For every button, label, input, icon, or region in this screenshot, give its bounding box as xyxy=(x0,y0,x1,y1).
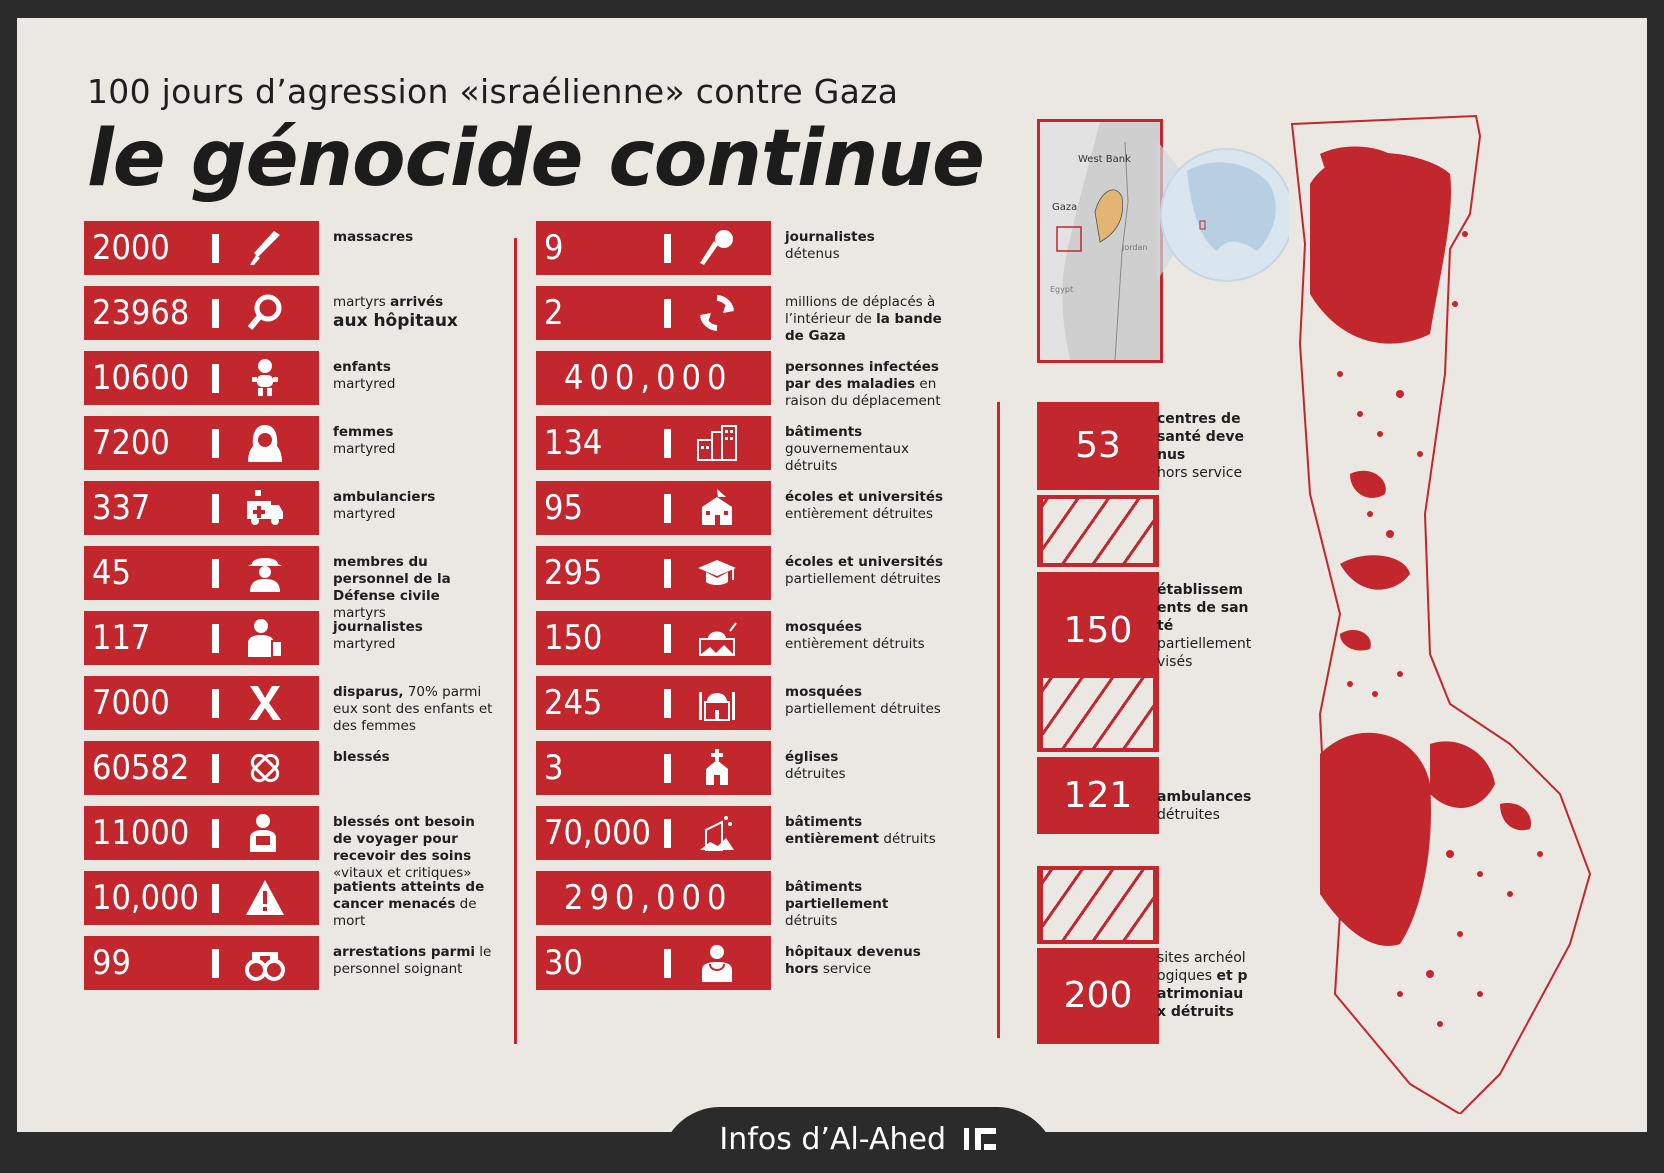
stat-box xyxy=(536,871,771,925)
stat-label: arrestations parmi le personnel soignant xyxy=(333,944,492,977)
stat-separator xyxy=(212,559,219,588)
veiled-woman-icon xyxy=(244,422,286,464)
column-divider xyxy=(997,402,1000,1038)
jordan-label: Jordan xyxy=(1122,243,1148,252)
bandage-icon xyxy=(244,747,286,789)
hatched-spacer xyxy=(1037,674,1159,752)
stat-label: blessés xyxy=(333,749,390,765)
stat-box xyxy=(536,676,771,730)
infographic-canvas xyxy=(17,18,1647,1157)
stat-value: 290,000 xyxy=(564,878,733,918)
brand-name: Infos d’Al-Ahed xyxy=(719,1122,947,1157)
baby-icon xyxy=(244,357,286,399)
stat-value: 295 xyxy=(544,553,603,593)
x-icon xyxy=(244,682,286,724)
stat-label: églises détruites xyxy=(785,749,846,782)
stat-value: 9 xyxy=(544,228,564,268)
stat-separator xyxy=(664,949,671,978)
west-bank-label: West Bank xyxy=(1078,154,1131,165)
stat-separator xyxy=(212,754,219,783)
stat-value: 60582 xyxy=(92,748,190,788)
stat-value: 337 xyxy=(92,488,151,528)
stat-separator xyxy=(664,494,671,523)
stat-block: 150 xyxy=(1037,572,1159,689)
stat-value: 10600 xyxy=(92,358,190,398)
stat-separator xyxy=(212,689,219,718)
stat-box xyxy=(84,221,319,275)
stat-value: 10,000 xyxy=(92,878,199,918)
stat-separator xyxy=(664,299,671,328)
stat-value: 117 xyxy=(92,618,151,658)
stat-box xyxy=(536,546,771,600)
stat-label: établissements de santé partiellement visés xyxy=(1157,582,1252,670)
stat-block: 121 xyxy=(1037,757,1159,834)
stat-box xyxy=(536,806,771,860)
stat-separator xyxy=(664,429,671,458)
stat-separator xyxy=(212,949,219,978)
stat-separator xyxy=(212,429,219,458)
stat-label: hôpitaux devenus hors service xyxy=(785,944,921,977)
stat-separator xyxy=(212,364,219,393)
ruined-mosque-icon xyxy=(696,617,738,659)
stat-label: journalistes détenus xyxy=(785,229,875,262)
stat-label: mosquées entièrement détruits xyxy=(785,619,925,652)
injured-person-icon xyxy=(244,812,286,854)
stat-separator xyxy=(664,819,671,848)
school-icon xyxy=(696,487,738,529)
stat-value: 45 xyxy=(92,553,131,593)
page-title: le génocide continue xyxy=(87,114,984,204)
stat-value: 23968 xyxy=(92,293,190,333)
refresh-icon xyxy=(696,292,738,334)
mosque-icon xyxy=(696,682,738,724)
stat-label: millions de déplacés à l’intérieur de la bande de Gaza xyxy=(785,294,942,344)
firefighter-icon xyxy=(244,552,286,594)
stat-box xyxy=(84,676,319,730)
government-buildings-icon xyxy=(696,422,738,464)
stat-box xyxy=(536,481,771,535)
stat-box xyxy=(84,416,319,470)
stat-label: membres du personnel de la Défense civile martyrs xyxy=(333,554,451,621)
stat-separator xyxy=(664,689,671,718)
stat-value: 2 xyxy=(544,293,564,333)
stat-label: bâtiments partiellement détruits xyxy=(785,879,889,929)
region-inset-map xyxy=(1037,119,1163,363)
stat-value: 245 xyxy=(544,683,603,723)
stat-separator xyxy=(212,884,219,913)
stat-label: blessés ont besoin de voyager pour recevoir des soins «vitaux et critiques» xyxy=(333,814,475,881)
stat-box xyxy=(536,611,771,665)
stat-value: 150 xyxy=(544,618,603,658)
stat-label: sites archéologiques et patrimoniaux détruits xyxy=(1157,950,1248,1020)
column-divider xyxy=(514,238,517,1044)
footer-brand xyxy=(660,1107,1057,1168)
stat-value: 400,000 xyxy=(564,358,733,398)
egypt-label: Egypt xyxy=(1050,285,1074,294)
stat-label: journalistes martyred xyxy=(333,619,423,652)
stat-separator xyxy=(212,819,219,848)
hatched-spacer xyxy=(1037,866,1159,944)
gaza-label: Gaza xyxy=(1052,202,1078,213)
stat-box xyxy=(536,351,771,405)
journalist-icon xyxy=(244,617,286,659)
stat-label: écoles et universités partiellement détruites xyxy=(785,554,944,587)
gaza-strip-damage-map xyxy=(1280,94,1620,1114)
stat-value: 11000 xyxy=(92,813,190,853)
stat-box xyxy=(536,936,771,990)
stat-value: 7200 xyxy=(92,423,170,463)
stat-box xyxy=(84,351,319,405)
stat-box xyxy=(536,221,771,275)
stat-block: 200 xyxy=(1037,948,1159,1044)
stat-box xyxy=(536,416,771,470)
stat-separator xyxy=(212,234,219,263)
stat-box xyxy=(84,806,319,860)
globe-icon xyxy=(1157,121,1289,301)
stat-label: martyrs arrivés aux hôpitaux xyxy=(333,294,458,331)
brand-logo-icon xyxy=(964,1126,998,1152)
stat-label: ambulanciers martyred xyxy=(333,489,436,522)
stat-value: 30 xyxy=(544,943,583,983)
stat-separator xyxy=(212,299,219,328)
stat-separator xyxy=(664,559,671,588)
knife-icon xyxy=(244,227,286,269)
stat-separator xyxy=(212,494,219,523)
stat-label: ambulances détruites xyxy=(1157,789,1252,823)
stat-label: écoles et universités entièrement détruites xyxy=(785,489,944,522)
church-icon xyxy=(696,747,738,789)
stat-label: mosquées partiellement détruites xyxy=(785,684,941,717)
stat-label: centres de santé devenus hors service xyxy=(1157,411,1244,481)
stat-block: 53 xyxy=(1037,402,1159,490)
doctor-icon xyxy=(696,942,738,984)
stat-label: enfants martyred xyxy=(333,359,396,392)
stat-box xyxy=(84,481,319,535)
stat-label: personnes infectées par des maladies en raison du déplacement xyxy=(785,359,941,409)
stat-label: patients atteints de cancer menacés de mort xyxy=(333,879,485,929)
stat-box xyxy=(84,611,319,665)
stat-label: bâtiments gouvernementaux détruits xyxy=(785,424,909,474)
collapsed-building-icon xyxy=(696,812,738,854)
stat-box xyxy=(84,546,319,600)
stat-box xyxy=(84,741,319,795)
stat-value: 134 xyxy=(544,423,603,463)
microphone-icon xyxy=(696,227,738,269)
graduation-cap-icon xyxy=(696,552,738,594)
stat-box xyxy=(84,286,319,340)
stat-value: 2000 xyxy=(92,228,170,268)
stat-separator xyxy=(664,754,671,783)
stat-box xyxy=(536,741,771,795)
stat-label: massacres xyxy=(333,229,414,245)
stat-value: 99 xyxy=(92,943,131,983)
stat-box xyxy=(84,936,319,990)
stat-separator xyxy=(664,234,671,263)
subtitle: 100 jours d’agression «israélienne» contre Gaza xyxy=(87,72,899,111)
stat-label: disparus, 70% parmi eux sont des enfants et des femmes xyxy=(333,684,493,734)
stat-value: 3 xyxy=(544,748,564,788)
ambulance-icon xyxy=(244,487,286,529)
stat-box xyxy=(536,286,771,340)
stat-label: bâtiments entièrement détruits xyxy=(785,814,936,847)
stat-value: 95 xyxy=(544,488,583,528)
hatched-spacer xyxy=(1037,495,1159,567)
stat-separator xyxy=(212,624,219,653)
stat-value: 7000 xyxy=(92,683,170,723)
stat-value: 70,000 xyxy=(544,813,651,853)
stat-box xyxy=(84,871,319,925)
stat-separator xyxy=(664,624,671,653)
warning-icon xyxy=(244,877,286,919)
magnifier-icon xyxy=(244,292,286,334)
handcuffs-icon xyxy=(244,942,286,984)
stat-label: femmes martyred xyxy=(333,424,396,457)
